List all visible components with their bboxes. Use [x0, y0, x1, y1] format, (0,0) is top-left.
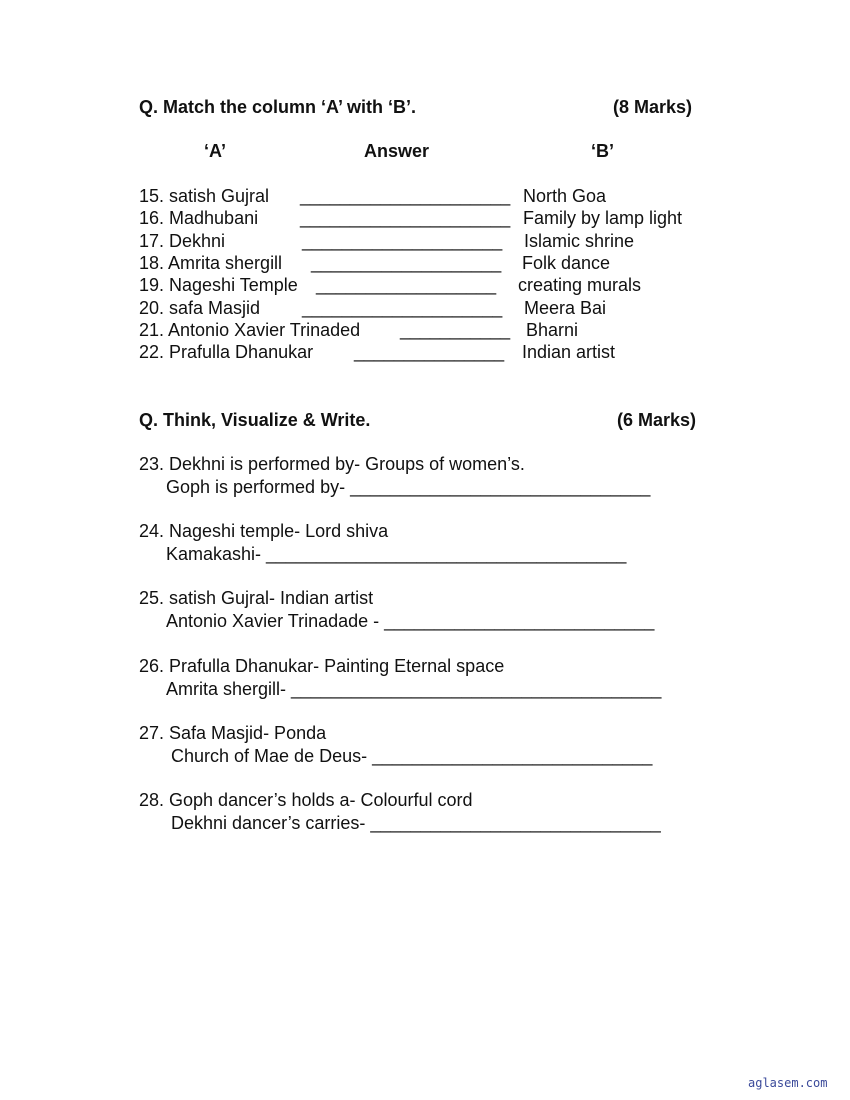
match-row-a: 19. Nageshi Temple: [139, 275, 298, 295]
column-b-header: ‘B’: [591, 141, 615, 161]
question-line: 26. Prafulla Dhanukar- Painting Eternal space: [139, 656, 505, 676]
match-row-blank: __________________: [316, 275, 497, 295]
match-row-blank: ____________________: [302, 298, 503, 318]
column-answer-header: Answer: [364, 141, 430, 161]
match-row-b: Bharni: [526, 320, 579, 340]
section1-marks: (8 Marks): [613, 97, 693, 117]
match-row-blank: _____________________: [300, 208, 511, 228]
match-row-b: North Goa: [523, 186, 607, 206]
watermark-link[interactable]: aglasem.com: [748, 1076, 828, 1090]
question-line: 24. Nageshi temple- Lord shiva: [139, 521, 389, 541]
answer-line: Church of Mae de Deus- ____________________________: [171, 746, 653, 766]
match-row-a: 20. safa Masjid: [139, 298, 261, 318]
match-row-blank: ____________________: [302, 231, 503, 251]
question-line: 23. Dekhni is performed by- Groups of women’s.: [139, 454, 525, 474]
section1-title: Q. Match the column ‘A’ with ‘B’.: [139, 97, 417, 117]
match-row-blank: _____________________: [300, 186, 511, 206]
match-row-blank: _______________: [354, 342, 505, 362]
answer-line: Goph is performed by- ______________________________: [166, 477, 651, 497]
match-row-a: 22. Prafulla Dhanukar: [139, 342, 314, 362]
answer-line: Dekhni dancer’s carries- _____________________________: [171, 813, 661, 833]
question-line: 28. Goph dancer’s holds a- Colourful cord: [139, 790, 473, 810]
question-line: 27. Safa Masjid- Ponda: [139, 723, 327, 743]
match-row-a: 16. Madhubani: [139, 208, 259, 228]
section2-title: Q. Think, Visualize & Write.: [139, 410, 371, 430]
answer-line: Antonio Xavier Trinadade - ___________________________: [166, 611, 655, 631]
match-row-blank: ___________: [400, 320, 511, 340]
match-row-b: Meera Bai: [524, 298, 607, 318]
match-row-b: Family by lamp light: [523, 208, 683, 228]
match-row-a: 18. Amrita shergill: [139, 253, 283, 273]
match-row-b: Folk dance: [522, 253, 611, 273]
match-row-a: 17. Dekhni: [139, 231, 226, 251]
match-row-b: creating murals: [518, 275, 642, 295]
question-line: 25. satish Gujral- Indian artist: [139, 588, 374, 608]
match-row-b: Indian artist: [522, 342, 616, 362]
match-row-a: 15. satish Gujral: [139, 186, 270, 206]
match-row-blank: ___________________: [311, 253, 502, 273]
answer-line: Amrita shergill- _____________________________________: [166, 679, 662, 699]
section2-marks: (6 Marks): [617, 410, 697, 430]
answer-line: Kamakashi- ____________________________________: [166, 544, 627, 564]
match-row-b: Islamic shrine: [524, 231, 635, 251]
column-a-header: ‘A’: [204, 141, 227, 161]
match-row-a: 21. Antonio Xavier Trinaded: [139, 320, 361, 340]
